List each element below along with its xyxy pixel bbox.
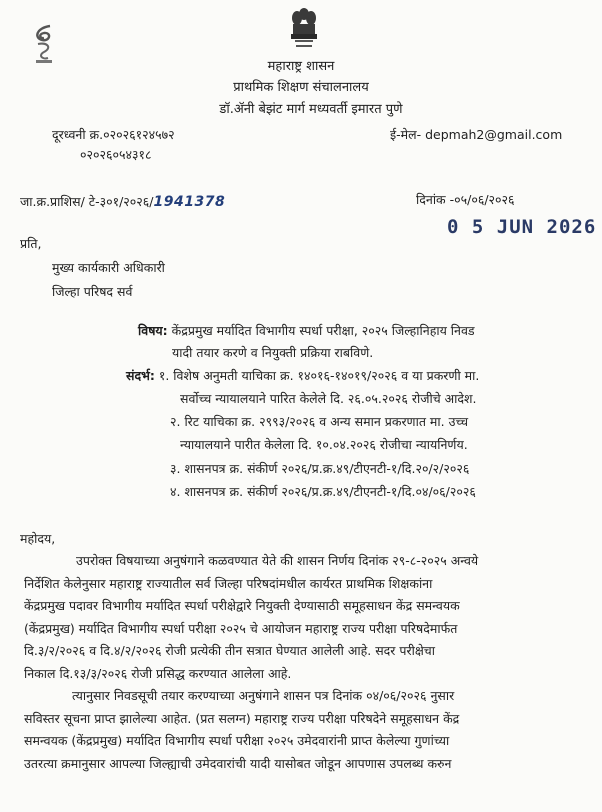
p1-line: केंद्रप्रमुख पदावर विभागीय मर्यादित स्पर्धा परीक्षेद्वारे नियुक्ती देण्यासाठी समूहसाधन केंद्र समन्वयक <box>24 598 460 613</box>
ref-r1-line2: सर्वोच्च न्यायालयाने पारित केलेले दि. २६.०५.२०२६ रोजीचे आदेश. <box>180 391 477 406</box>
subject-label: विषय: <box>138 323 168 338</box>
ref-number <box>20 193 225 210</box>
phone-label: दूरध्वनी क्र.०२०२६१२४५७२ <box>52 127 175 142</box>
ref-number-printed: जा.क्र.प्राशिस/ टे-३०१/२०२६/ <box>20 194 154 209</box>
ref-r4: ४. शासनपत्र क्र. संकीर्ण २०२६/प्र.क्र.४९/टीएनटी-१/दि.०४/०६/२०२६ <box>170 484 476 499</box>
paragraph-1 <box>24 550 579 685</box>
header-line2: प्राथमिक शिक्षण संचालनालय <box>233 80 369 95</box>
ref-r2-line2: न्यायालयाने पारीत केलेला दि. १०.०४.२०२६ रोजीचा न्यायनिर्णय. <box>180 437 468 452</box>
p2-line: त्यानुसार निवडसूची तयार करण्याच्या अनुषंगाने शासन पत्र दिनांक ०४/०६/२०२६ नुसार <box>72 688 455 703</box>
p1-line: दि.३/२/२०२६ व दि.४/२/२०२६ रोजी प्रत्येकी तीन सत्रात घेण्यात आलेली आहे. सदर परीक्षेचा <box>24 643 435 658</box>
ref-line-r1a <box>126 367 479 384</box>
state-emblem-icon <box>289 4 319 52</box>
p1-line: उपरोक्त विषयाच्या अनुषंगाने कळवण्यात येते की शासन निर्णय दिनांक २९-८-२०२५ अन्वये <box>76 553 479 568</box>
ref-date: दिनांक -०५/०६/२०२६ <box>416 192 515 207</box>
subject-text1: केंद्रप्रमुख मर्यादित विभागीय स्पर्धा परीक्षा, २०२५ जिल्हानिहाय निवड <box>171 323 475 338</box>
date-stamp: 0 5 JUN 2026 <box>447 216 597 238</box>
recipient-line2: जिल्हा परिषद सर्व <box>52 284 133 299</box>
paragraph-2 <box>24 685 579 775</box>
prati: प्रति, <box>20 236 42 251</box>
p2-line: सविस्तर सूचना प्राप्त झालेल्या आहेत. (प्रत सलग्न) महाराष्ट्र राज्य परीक्षा परिषदेने समूहसाधन केंद्र <box>24 710 460 726</box>
ref-number-stamp: 1941378 <box>153 194 226 210</box>
references-label: संदर्भ: <box>126 368 155 383</box>
p1-line: (केंद्रप्रमुख) मर्यादित विभागीय स्पर्धा परीक्षा २०२५ चे आयोजन महाराष्ट्र राज्य परीक्षा परिषदेमार्फत <box>24 620 458 636</box>
subject-line1 <box>138 322 475 339</box>
salutation: महोदय, <box>20 531 56 546</box>
ref-r2-line1: २. रिट याचिका क्र. २९९३/२०२६ व अन्य समान प्रकरणात मा. उच्च <box>170 414 469 429</box>
ref-r1-line1: १. विशेष अनुमती याचिका क्र. १४०१६-१४०१९/२०२६ व या प्रकरणी मा. <box>158 368 480 383</box>
recipient-line1: मुख्य कार्यकारी अधिकारी <box>52 260 165 275</box>
p1-line: निकाल दि.१३/३/२०२६ रोजी प्रसिद्ध करण्यात आलेला आहे. <box>24 665 292 681</box>
p1-line: निर्देशित केलेनुसार महाराष्ट्र राज्यातील सर्व जिल्हा परिषदांमधील कार्यरत प्राथमिक शिक्षकांना <box>24 575 433 591</box>
p2-line: उतरत्या क्रमानुसार आपल्या जिल्ह्याची उमेदवारांची यादी यासोबत जोडून आपणास उपलब्ध करुन <box>24 755 452 771</box>
subject-line2: यादी तयार करणे व नियुक्ती प्रक्रिया राबविणे. <box>172 345 374 360</box>
ref-r3: ३. शासनपत्र क्र. संकीर्ण २०२६/प्र.क्र.४९/टीएनटी-१/दि.२०/२/२०२६ <box>170 461 470 476</box>
email: ई-मेल- depmah2@gmail.com <box>390 127 563 142</box>
p2-line: समन्वयक (केंद्रप्रमुख) मर्यादित विभागीय स्पर्धा परीक्षा २०२५ उमेदवारांनी प्राप्त केलेल्या गुणांच्या <box>24 733 450 748</box>
header-line1: महाराष्ट्र शासन <box>267 59 335 74</box>
header-line3: डॉ.ॲनी बेझंट मार्ग मध्यवर्ती इमारत पुणे <box>219 102 403 117</box>
phone2: ०२०२६०५४३१८ <box>80 147 152 162</box>
